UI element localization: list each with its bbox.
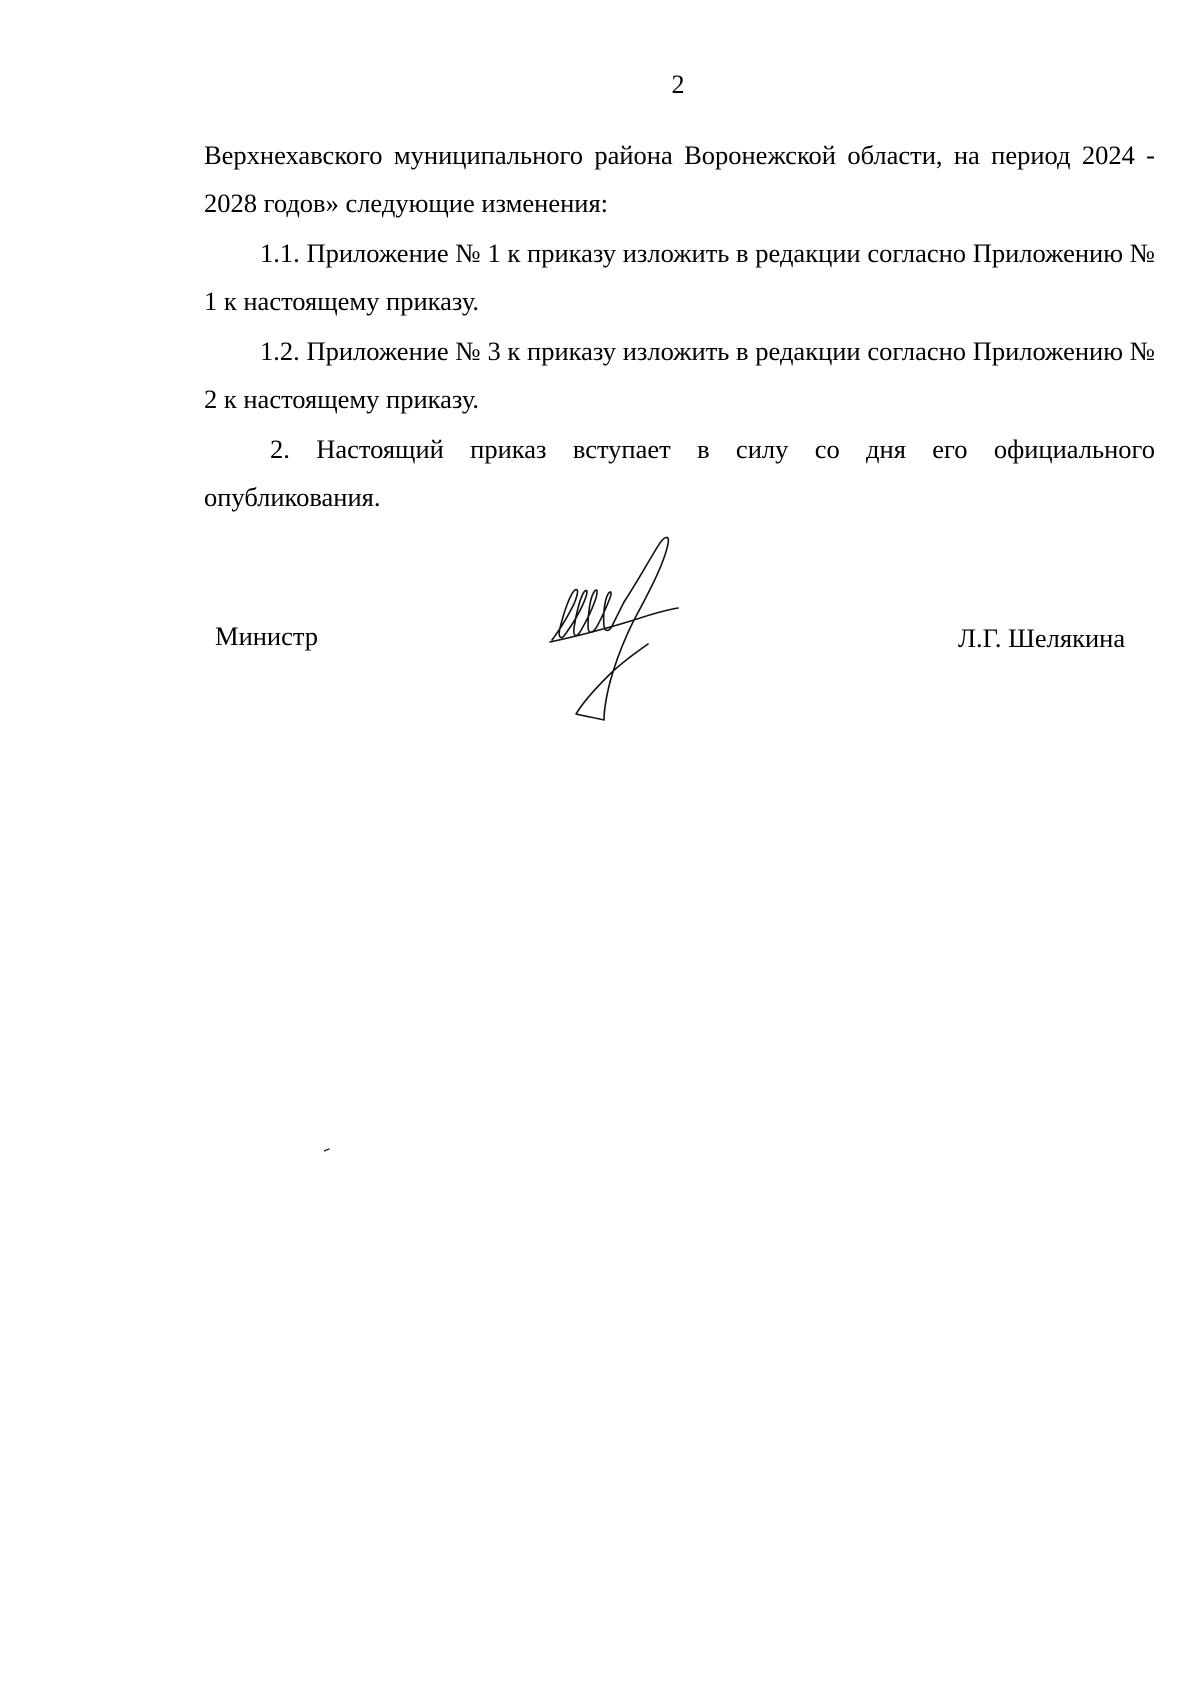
signatory-name: Л.Г. Шелякина xyxy=(958,623,1126,653)
paragraph-item-1-2: 1.2. Приложение № 3 к приказу изложить в редакции согласно Приложению № 2 к настоящему приказу. xyxy=(204,336,1155,414)
stray-ink-mark xyxy=(324,1148,330,1152)
paragraph-item-1-1: 1.1. Приложение № 1 к приказу изложить в редакции согласно Приложению № 1 к настоящему приказу. xyxy=(204,238,1155,316)
document-body xyxy=(204,131,1155,521)
paragraph-intro: Верхнехавского муниципального района Воронежской области, на период 2024 - 2028 годов» следующие изменения: xyxy=(204,140,1155,218)
paragraph-item-2: 2. Настоящий приказ вступает в силу со дня его официального опубликования. xyxy=(204,434,1155,512)
page-number: 2 xyxy=(671,70,685,99)
handwritten-signature xyxy=(548,532,708,727)
signatory-title: Министр xyxy=(215,621,319,651)
